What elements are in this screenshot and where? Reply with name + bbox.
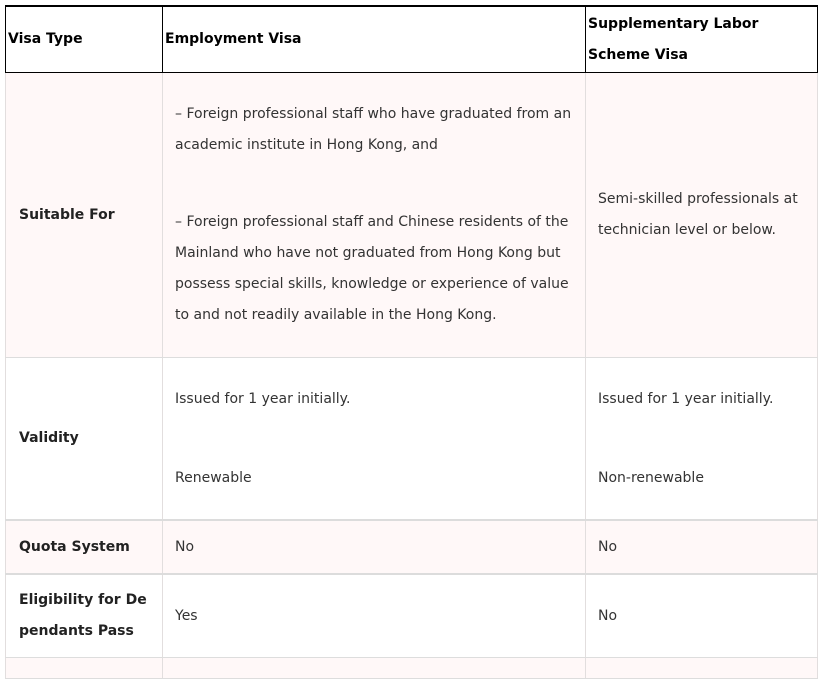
table-row (6, 574, 818, 658)
table-header-row (6, 6, 818, 73)
employment-cell (163, 358, 586, 521)
supplementary-cell (586, 358, 818, 521)
employment-text: Renewable (175, 469, 252, 486)
row-label: Eligibility for Dependants Pass (6, 574, 163, 658)
employment-text: – Foreign professional staff and Chinese residents of the Mainland who have not graduated from Hong Kong but possess special skills, knowledge or experience of value to and not readily available in the Hong Kong. (175, 214, 569, 323)
visa-comparison-table (5, 5, 818, 679)
employment-cell: Yes (163, 574, 586, 658)
empty-cell (6, 658, 163, 679)
empty-cell (163, 658, 586, 679)
row-label: Quota System (6, 520, 163, 574)
row-label: Suitable For (6, 73, 163, 358)
table-row (6, 520, 818, 574)
table-row (6, 73, 818, 358)
supplementary-text: Non-renewable (598, 469, 704, 486)
header-supplementary-visa: Supplementary Labor Scheme Visa (586, 6, 818, 73)
supplementary-text: Issued for 1 year initially. (598, 390, 774, 407)
employment-cell (163, 73, 586, 358)
employment-text: Issued for 1 year initially. (175, 390, 351, 407)
supplementary-cell (586, 73, 818, 358)
supplementary-text: Semi-skilled professionals at technician level or below. (598, 191, 798, 238)
empty-cell (586, 658, 818, 679)
header-visa-type: Visa Type (6, 6, 163, 73)
table-row-partial (6, 658, 818, 679)
table-row (6, 358, 818, 521)
employment-text: – Foreign professional staff who have graduated from an academic institute in Hong Kong, and (175, 106, 572, 153)
supplementary-cell: No (586, 574, 818, 658)
employment-cell: No (163, 520, 586, 574)
header-employment-visa: Employment Visa (163, 6, 586, 73)
supplementary-cell: No (586, 520, 818, 574)
row-label: Validity (6, 358, 163, 521)
